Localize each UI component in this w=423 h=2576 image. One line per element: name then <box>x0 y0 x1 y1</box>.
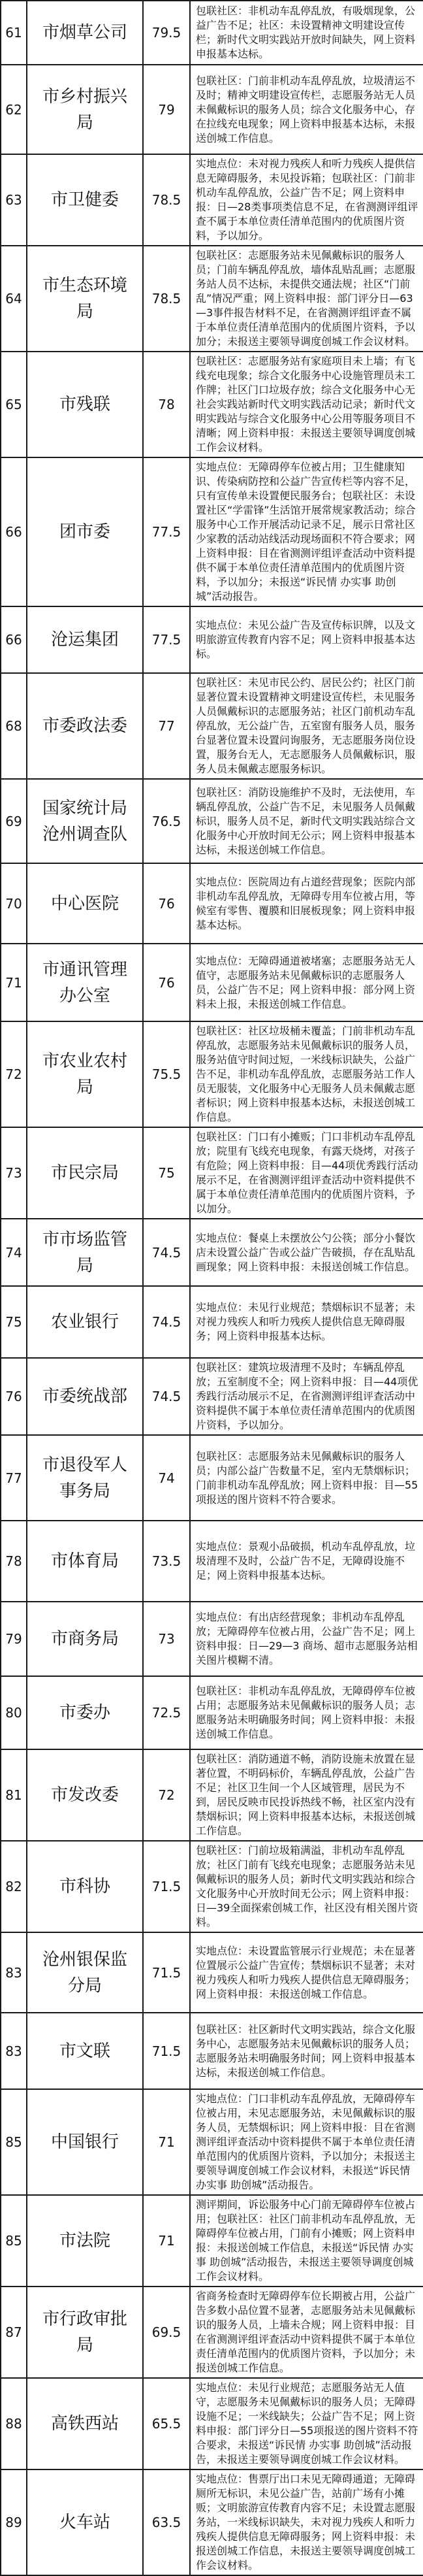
rank-cell: 66 <box>1 606 27 673</box>
table-row <box>1 1358 423 1435</box>
score-cell: 71.5 <box>143 1932 190 2013</box>
rank-cell: 88 <box>1 2378 27 2469</box>
unit-name-cell: 市退役军人事务局 <box>27 1435 143 1521</box>
rank-cell: 83 <box>1 2013 27 2089</box>
score-cell: 78 <box>143 352 190 457</box>
rank-cell: 81 <box>1 1749 27 1841</box>
table-row <box>1 1521 423 1602</box>
table-row <box>1 352 423 457</box>
unit-name-cell: 团市委 <box>27 457 143 606</box>
table-row <box>1 1021 423 1127</box>
rank-cell: 68 <box>1 673 27 779</box>
ranking-table-body <box>1 1 423 2575</box>
issues-cell: 包联社区：门前非机动车乱停乱放，垃圾清运不及时；精神文明建设宣传栏，志愿服务站无人员未佩戴标识的服务人员；综合文化服务中心，存在拉线充电现象；网上资料申报基本达标，未报送创城工作信息。 <box>190 65 423 154</box>
table-row <box>1 1932 423 2013</box>
rank-cell: 82 <box>1 1841 27 1932</box>
unit-name-cell: 市卫健委 <box>27 154 143 246</box>
unit-name-cell: 中心医院 <box>27 863 143 944</box>
rank-cell: 89 <box>1 2469 27 2575</box>
score-cell: 73 <box>143 1602 190 1676</box>
issues-cell: 实地点位：餐桌上未摆放公勺公筷；部分小餐饮店未设置公益广告或公益广告破损，存在乱贴乱画现象；网上资料申报：未报送创城工作信息。 <box>190 1219 423 1286</box>
score-cell: 77 <box>143 673 190 779</box>
issues-cell: 包联社区：志愿服务站未见佩戴标识的服务人员；门前车辆乱停乱放，墙体乱贴乱画；志愿服务站人员不达标，未提供交通法规；社区“门前乱”情况严重；网上资料申报：部门评分日—63—3事件报告材料不足，在省测测评组评查不属于本单位责任清单范围内的优质图片资料，予以加分；未报送主要领导调度创城工作会议材料。 <box>190 246 423 352</box>
table-row <box>1 2013 423 2089</box>
score-cell: 74.5 <box>143 1286 190 1358</box>
rank-cell: 71 <box>1 944 27 1021</box>
unit-name-cell: 市生态环境局 <box>27 246 143 352</box>
table-row <box>1 246 423 352</box>
table-row <box>1 1602 423 1676</box>
unit-name-cell: 沧运集团 <box>27 606 143 673</box>
table-row <box>1 779 423 863</box>
unit-name-cell: 火车站 <box>27 2469 143 2575</box>
issues-cell: 包联社区：门前垃圾箱满溢，非机动车乱停乱放；社区门前有飞线充电现象；志愿服务站未见佩戴标识的服务人员；新时代文明实践站和综合文化服务中心开放时间无公示；网上资料申报：日—39全面探索创城工作，社区没有相关图片资料。 <box>190 1841 423 1932</box>
score-cell: 78.5 <box>143 154 190 246</box>
score-cell: 77.5 <box>143 606 190 673</box>
unit-name-cell: 中国银行 <box>27 2089 143 2195</box>
score-cell: 71 <box>143 2089 190 2195</box>
issues-cell: 包联社区：非机动车乱停乱放，无障碍停车位被占用；志愿服务站未见佩戴标识的服务人员；志愿服务站未明确服务时间；网上资料申报：未报送创城工作信息。 <box>190 1676 423 1749</box>
rank-cell: 64 <box>1 246 27 352</box>
score-cell: 79.5 <box>143 1 190 65</box>
unit-name-cell: 市烟草公司 <box>27 1 143 65</box>
issues-cell: 包联社区：消防通道不畅，消防设施未放置在显著位置，不明码标价，车辆乱停乱放，公益广告不足；社区卫生间一个人区域管理，居民为不到，居民反映市民投诉热线不畅，社区室内没有禁烟标识；网上资料申报基本达标，未报送创城工作信息。 <box>190 1749 423 1841</box>
table-row <box>1 1841 423 1932</box>
issues-cell: 实地点位：有出店经营现象；非机动车乱停乱放；无障碍停车位被占用，公益广告不足；网上资料申报：日—29—3 商场、超市志愿服务站相关图片模糊不清。 <box>190 1602 423 1676</box>
rank-cell: 63 <box>1 154 27 246</box>
score-cell: 75 <box>143 1127 190 1219</box>
issues-cell: 包联社区：志愿服务站未见佩戴标识的服务人员；内部公益广告数量不足，室内无禁烟标识；门前非机动车乱停乱放；网上资料申报：目—55项报送的图片资料不符合要求。 <box>190 1435 423 1521</box>
unit-name-cell: 市市场监管局 <box>27 1219 143 1286</box>
score-cell: 63.5 <box>143 2469 190 2575</box>
issues-cell: 包联社区：建筑垃圾清理不及时；车辆乱停乱放；五室制度不全；网上资料申报：目—44项优秀践行活动展示不足，在省测测评组评查活动中资料提供不属于本单位责任清单范围内的优质图片资料，予以加分。 <box>190 1358 423 1435</box>
rank-cell: 61 <box>1 1 27 65</box>
unit-name-cell: 农业银行 <box>27 1286 143 1358</box>
unit-name-cell: 国家统计局沧州调查队 <box>27 779 143 863</box>
table-row <box>1 1219 423 1286</box>
table-row <box>1 2089 423 2195</box>
table-row <box>1 863 423 944</box>
table-row <box>1 1749 423 1841</box>
score-cell: 73.5 <box>143 1521 190 1602</box>
rank-cell: 74 <box>1 1219 27 1286</box>
rank-cell: 66 <box>1 457 27 606</box>
issues-cell: 实地点位：未见公益广告及宣传标识牌，以及文明旅游宣传教育内容不足；网上资料申报基本达标。 <box>190 606 423 673</box>
score-cell: 77.5 <box>143 457 190 606</box>
table-row <box>1 1286 423 1358</box>
rank-cell: 70 <box>1 863 27 944</box>
table-row <box>1 944 423 1021</box>
unit-name-cell: 市通讯管理办公室 <box>27 944 143 1021</box>
score-cell: 71.5 <box>143 2013 190 2089</box>
score-cell: 79 <box>143 65 190 154</box>
unit-name-cell: 市农业农村局 <box>27 1021 143 1127</box>
unit-name-cell: 市科协 <box>27 1841 143 1932</box>
score-cell: 71 <box>143 2195 190 2287</box>
score-cell: 72.5 <box>143 1676 190 1749</box>
unit-name-cell: 市发改委 <box>27 1749 143 1841</box>
rank-cell: 78 <box>1 1521 27 1602</box>
issues-cell: 实地点位：门口非机动车乱停乱放，无障碍停车位被占用，未见志愿服务站，未见佩戴标识的服务人员，无禁烟标识；网上资料申报：目在省测测评组评查活动中资料提供不属于本单位责任清单范围内的优质图片资料，予以加分；未报送主要领导调度创城工作会议材料，未报送“诉民情 办实事 助创城”活动报告。 <box>190 2089 423 2195</box>
table-row <box>1 154 423 246</box>
rank-cell: 75 <box>1 1286 27 1358</box>
issues-cell: 实地点位：无障碍通道被堵塞；志愿服务站无人值守，志愿服务站未见佩戴标识的志愿服务人员，公益广告不足；网上资料申报：部分网上资料未上报，未报送创城工作信息。 <box>190 944 423 1021</box>
issues-cell: 省商务检查时无障碍停车位长期被占用，公益广告多数小品位置不显著，志愿服务站未见佩戴标识的服务人员，上墙未合规；网上资料申报：目在省测测评组评查活动中资料提供不属于本单位责任清单范围内的优质图片资料，予以加分；未报送创城工作信息。 <box>190 2287 423 2378</box>
issues-cell: 包联社区：门口有小摊贩；门口非机动车乱停乱放；院里有飞线充电现象，有露天烧烤，对孩子有危险；网上资料申报：目—44项优秀践行活动展示不足，在省测测评组评查活动中资料提供不属于本单位责任清单范围内的优质图片资料，予以加分。 <box>190 1127 423 1219</box>
table-row <box>1 2378 423 2469</box>
table-row <box>1 606 423 673</box>
rank-cell: 87 <box>1 2287 27 2378</box>
score-cell: 76 <box>143 944 190 1021</box>
score-cell: 76.5 <box>143 779 190 863</box>
rank-cell: 79 <box>1 1602 27 1676</box>
unit-name-cell: 市文联 <box>27 2013 143 2089</box>
table-row <box>1 457 423 606</box>
unit-name-cell: 市委办 <box>27 1676 143 1749</box>
rank-cell: 85 <box>1 2089 27 2195</box>
score-cell: 74.5 <box>143 1219 190 1286</box>
table-row <box>1 1676 423 1749</box>
table-row <box>1 1127 423 1219</box>
rank-cell: 85 <box>1 2195 27 2287</box>
issues-cell: 包联社区：消防设施维护不及时，无法使用，车辆乱停乱放，公益广告不足，未见服务人员佩戴标识，服务人员不足，新时代文明实践站综合文化服务中心开放时间无公示；网上资料申报基本达标，未报送创城工作信息。 <box>190 779 423 863</box>
unit-name-cell: 市行政审批局 <box>27 2287 143 2378</box>
score-cell: 78.5 <box>143 246 190 352</box>
score-cell: 74.5 <box>143 1358 190 1435</box>
rank-cell: 80 <box>1 1676 27 1749</box>
issues-cell: 包联社区：社区新时代文明实践站，综合文化服务中心，志愿服务站未见佩戴标识的服务人员；志愿服务站未明确服务时间；网上资料申报基本达标，未报送创城工作信息。 <box>190 2013 423 2089</box>
score-cell: 74 <box>143 1435 190 1521</box>
issues-cell: 实地点位：未设置监管展示行业规范；未在显著位置展示公益广告宣传；禁烟标识不显著；未对视力残疾人和听力残疾人提供信息无障碍服务；网上资料申报：未报送创城工作信息。 <box>190 1932 423 2013</box>
unit-name-cell: 沧州银保监分局 <box>27 1932 143 2013</box>
table-row <box>1 1435 423 1521</box>
score-cell: 76 <box>143 863 190 944</box>
rank-cell: 62 <box>1 65 27 154</box>
rank-cell: 65 <box>1 352 27 457</box>
score-cell: 69.5 <box>143 2287 190 2378</box>
unit-name-cell: 高铁西站 <box>27 2378 143 2469</box>
rank-cell: 72 <box>1 1021 27 1127</box>
unit-name-cell: 市残联 <box>27 352 143 457</box>
unit-name-cell: 市委政法委 <box>27 673 143 779</box>
score-cell: 65.5 <box>143 2378 190 2469</box>
rank-cell: 76 <box>1 1358 27 1435</box>
issues-cell: 实地点位：景观小品破损，机动车乱停乱放，垃圾清理不及时，公益广告不足，无障碍设施不足；网上资料申报基本达标。 <box>190 1521 423 1602</box>
table-row <box>1 2195 423 2287</box>
score-cell: 72 <box>143 1749 190 1841</box>
unit-name-cell: 市委统战部 <box>27 1358 143 1435</box>
unit-name-cell: 市乡村振兴局 <box>27 65 143 154</box>
unit-name-cell: 市商务局 <box>27 1602 143 1676</box>
issues-cell: 实地点位：售票厅出口未见无障碍通道；无障碍厕所无标识，未见公益广告，站前广场有小摊贩；文明旅游宣传教育内容不足；未设置志愿服务站，一米线标识缺失，未对视力残疾人和听力残疾人提供信息无障碍服务；网上资料申报：未报送创城工作信息，未报送主要领导调度创城工作会议材料。 <box>190 2469 423 2575</box>
score-cell: 71.5 <box>143 1841 190 1932</box>
issues-cell: 实地点位：未见行业规范；志愿服务站无人值守，志愿服务未见佩戴标识的服务人员；无障碍设施不足；一米线缺失；公益广告不足；网上资料申报：部门评分日—55项报送的图片资料不符合要求，未报送“诉民情 办实事 助创城”活动报告，未报送主要领导调度创城工作会议材料。 <box>190 2378 423 2469</box>
rank-cell: 73 <box>1 1127 27 1219</box>
issues-cell: 实地点位：未对视力残疾人和听力残疾人提供信息无障碍服务，未见投诉箱；包联社区：门前非机动车乱停乱放，公益广告不足；网上资料申报：日—28类事项类信息不足，在省测测评组评查不属于本单位责任清单范围内的优质图片资料，予以加分。 <box>190 154 423 246</box>
table-row <box>1 65 423 154</box>
issues-cell: 包联社区：未见市民公约、居民公约；社区门前显著位置未设置精神文明建设宣传栏，未见服务人员佩戴标识的志愿服务站；社区门前机动车乱停乱放，无公益广告，五室窗有服务人员，服务台显著位置未设置问询服务，无志愿服务岗位设置，服务台无人，无志愿服务人员佩戴标识，服务人员未佩戴志愿服务标识。 <box>190 673 423 779</box>
table-row <box>1 673 423 779</box>
issues-cell: 实地点位：未见行业规范；禁烟标识不显著；未对视力残疾人和听力残疾人提供信息无障碍服务；网上资料申报基本达标。 <box>190 1286 423 1358</box>
unit-name-cell: 市民宗局 <box>27 1127 143 1219</box>
issues-cell: 实地点位：无障碍停车位被占用；卫生健康知识、传染病防控和公益广告宣传栏等内容不足，只有宣传单未设置便民服务台；包联社区：未设置社区“学雷锋”生活馆开展常规家教活动；综合服务中心工作开展活动记录不足，展示日常社区少家教的活动站线活动现场面积不符合要求；网上资料申报：目在省测测评组评查活动中资料提供不属于本单位责任清单范围内的优质图片资料，予以加分；未报送“诉民情 办实事 助创城”活动报告。 <box>190 457 423 606</box>
issues-cell: 测评期间，诉讼服务中心门前无障碍停车位被占用；包联社区：社区门前非机动车乱停乱放，无障碍停车位被占用，门前有小摊贩；网上资料申报：未报送创城工作信息，未报送“诉民情 办实事 助创城”活动报告，未报送主要领导调度创城工作会议材料。 <box>190 2195 423 2287</box>
rank-cell: 83 <box>1 1932 27 2013</box>
rank-cell: 69 <box>1 779 27 863</box>
issues-cell: 实地点位：医院周边有占道经营现象；医院内部非机动车乱停乱放，无障碍专用车位被占用，等候室有零售、覆膜和旧展板现象；网上资料申报基本达标。 <box>190 863 423 944</box>
issues-cell: 包联社区：志愿服务站有家庭项目未上墙；有飞线充电现象；综合文化服务中心设施管理员未工作牌；社区门口垃圾存放；综合文化服务中心无社会实践站新时代文明实践活动记录；新时代文明实践站与综合文化服务中心公用等服务项目不清晰；网上资料申报：未报送主要领导调度创城工作会议材料。 <box>190 352 423 457</box>
table-row <box>1 1 423 65</box>
table-row <box>1 2469 423 2575</box>
score-cell: 75.5 <box>143 1021 190 1127</box>
issues-cell: 包联社区：非机动车乱停乱放，有吸烟现象，公益广告不足；社区：未设置精神文明建设宣传栏；新时代文明实践站开放时间缺失，网上资料申报基本达标。 <box>190 1 423 65</box>
table-row <box>1 2287 423 2378</box>
unit-name-cell: 市体育局 <box>27 1521 143 1602</box>
issues-cell: 包联社区：社区垃圾桶未覆盖；门前非机动车乱停乱放，志愿服务站未见佩戴标识的服务人员，服务站值守时间过短，一米线标识缺失，公益广告不足，非机动车乱停乱放，志愿服务站工作人员无服装，文化服务中心无服务人员未佩戴志愿者标识；网上资料申报基本达标，未报送创城工作信息。 <box>190 1021 423 1127</box>
unit-name-cell: 市法院 <box>27 2195 143 2287</box>
rank-cell: 77 <box>1 1435 27 1521</box>
